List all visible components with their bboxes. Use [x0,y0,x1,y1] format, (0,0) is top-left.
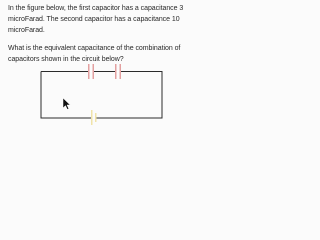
problem-question: What is the equivalent capacitance of the combination of capacitors shown in the circuit below? [8,45,181,63]
mouse-pointer-icon [63,98,70,109]
question-panel [0,0,200,126]
circuit-diagram [0,0,200,126]
problem-statement: In the figure below, the first capacitor has a capacitance 3 microFarad. The second capacitor has a capacitance 10 microFarad. [8,5,184,34]
circuit-wires [41,72,162,119]
battery [91,110,97,125]
capacitor-1 [88,64,94,79]
capacitor-2 [115,64,121,79]
